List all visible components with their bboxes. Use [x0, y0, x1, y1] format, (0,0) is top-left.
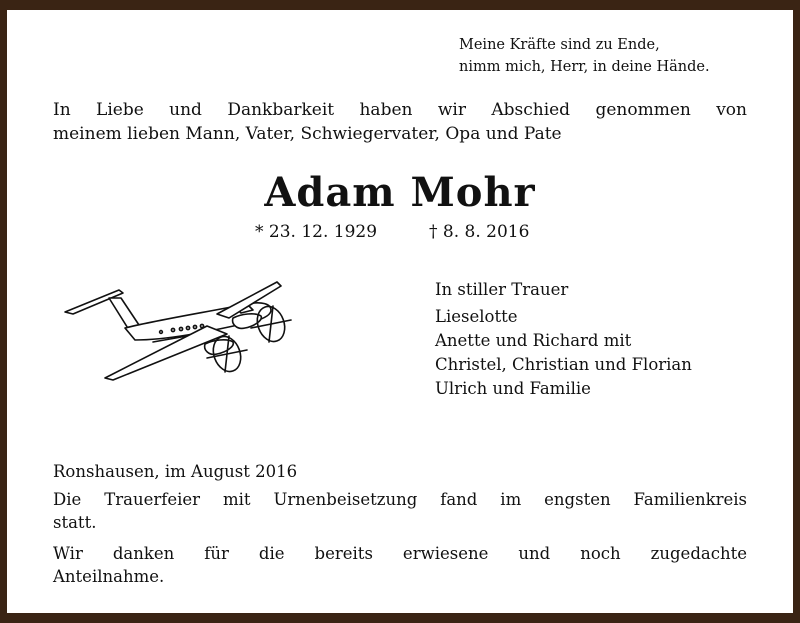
- death-date: † 8. 8. 2016: [429, 222, 530, 242]
- motto-line-1: Meine Kräfte sind zu Ende,: [459, 37, 660, 53]
- birth-date: * 23. 12. 1929: [255, 222, 378, 242]
- funeral-note-line-1: Die Trauerfeier mit Urnenbeisetzung fand im engsten Familienkreis: [53, 490, 747, 509]
- place-date: Ronshausen, im August 2016: [53, 462, 298, 481]
- mourner-line: Anette und Richard mit: [435, 331, 632, 350]
- intro-line-2: meinem lieben Mann, Vater, Schwiegervater, Opa und Pate: [53, 124, 562, 144]
- intro-line-1: In Liebe und Dankbarkeit haben wir Abschied genommen von: [53, 100, 747, 120]
- thanks-line-2: Anteilnahme.: [53, 567, 165, 586]
- deceased-name: Adam Mohr: [264, 169, 536, 216]
- propeller-airplane-icon: [57, 268, 297, 388]
- mourner-line: Lieselotte: [435, 307, 518, 326]
- mourner-line: Christel, Christian und Florian: [435, 355, 692, 374]
- obituary-card: [7, 10, 793, 613]
- mourners-heading: In stiller Trauer: [435, 280, 569, 299]
- mourner-line: Ulrich und Familie: [435, 379, 591, 398]
- motto-line-2: nimm mich, Herr, in deine Hände.: [459, 59, 710, 75]
- funeral-note-line-2: statt.: [53, 513, 97, 532]
- thanks-line-1: Wir danken für die bereits erwiesene und noch zugedachte: [53, 544, 747, 563]
